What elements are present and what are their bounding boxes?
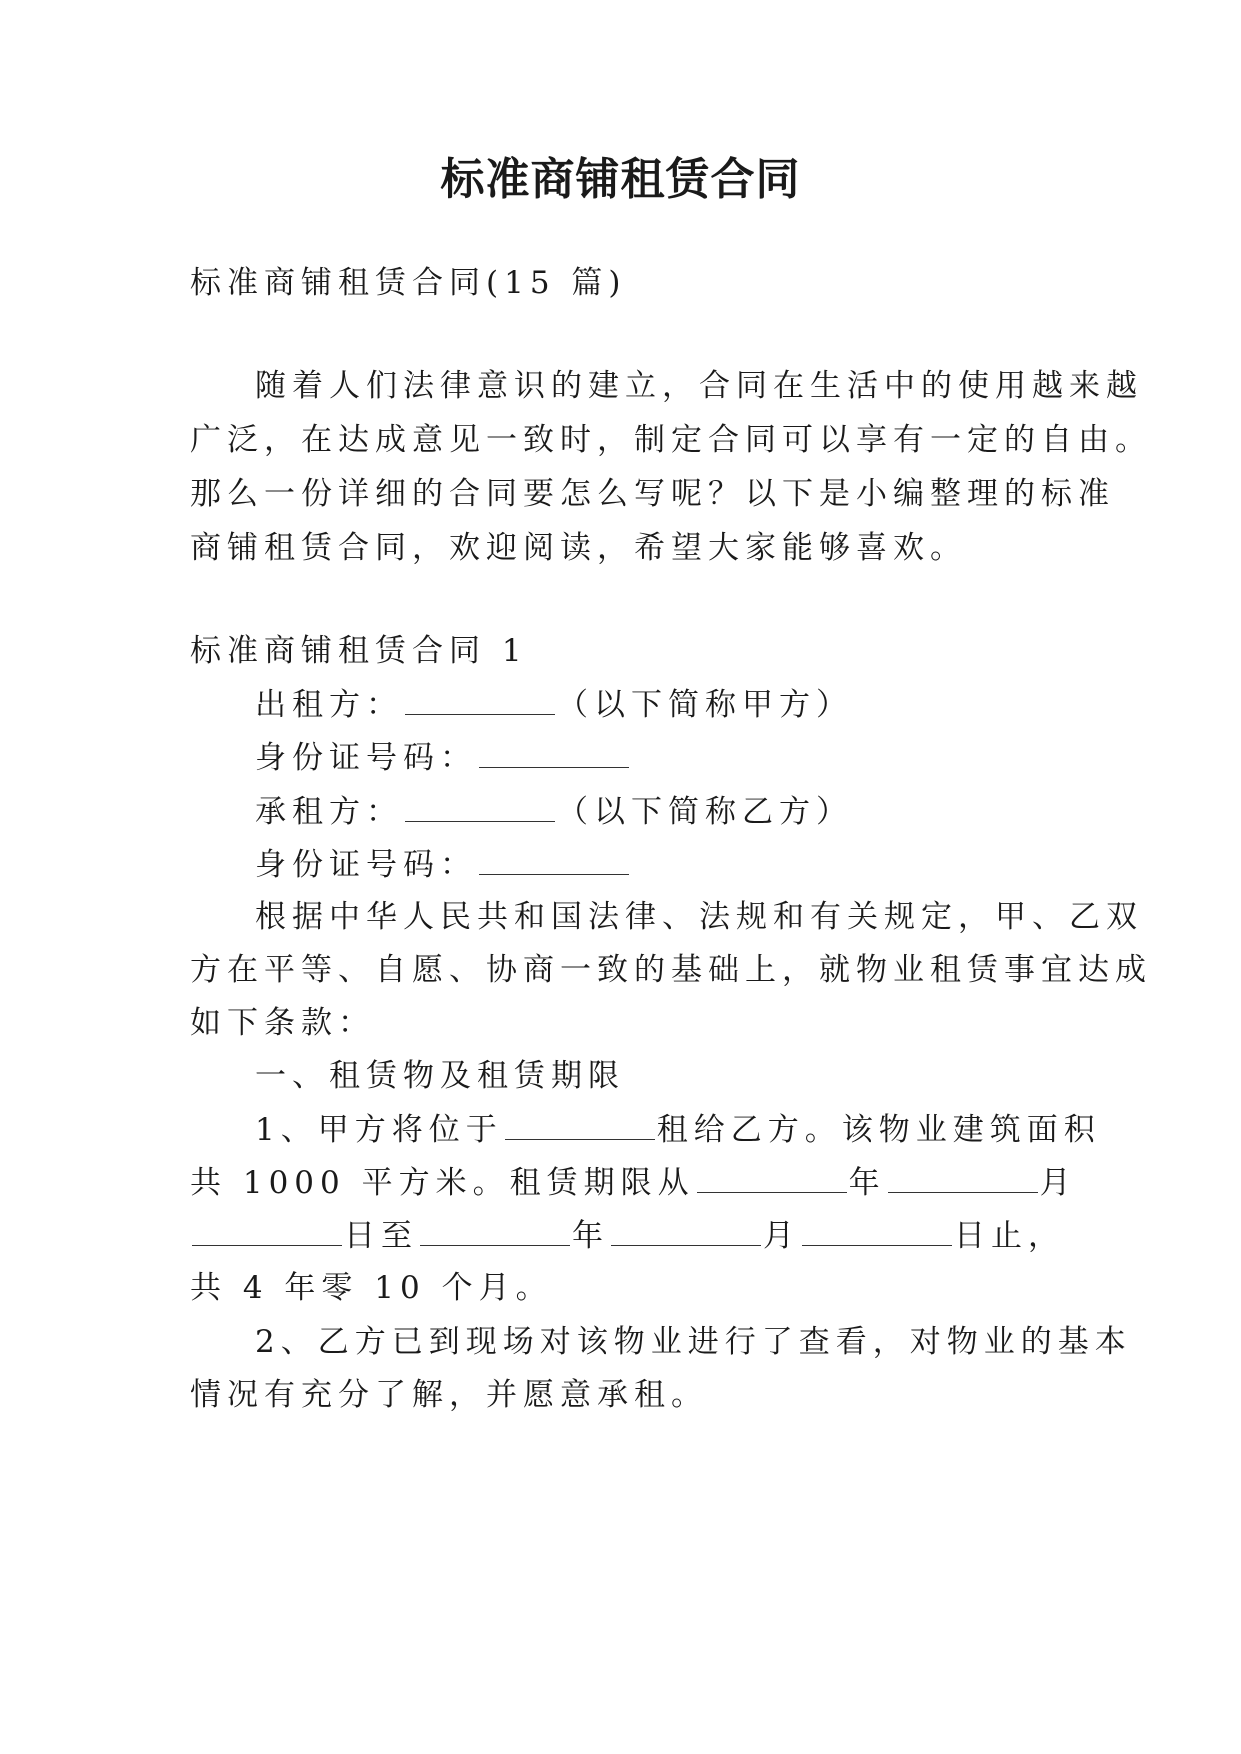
lessor-id-row xyxy=(255,737,631,778)
id-label: 身份证号码： xyxy=(255,847,477,883)
preamble-line-3: 如下条款： xyxy=(190,1005,375,1041)
preamble-line-1: 根据中华人民共和国法律、法规和有关规定，甲、乙双 xyxy=(255,899,1143,935)
preamble-line-2: 方在平等、自愿、协商一致的基础上，就物业租赁事宜达成 xyxy=(190,952,1152,988)
clause-2-line-2: 情况有充分了解，并愿意承租。 xyxy=(190,1377,708,1413)
intro-line-2: 广泛，在达成意见一致时，制定合同可以享有一定的自由。 xyxy=(190,422,1152,458)
clause-text: 月 xyxy=(1039,1165,1077,1201)
clause-text: 年 xyxy=(572,1218,609,1254)
clause-2-line-1: 2、乙方已到现场对该物业进行了查看，对物业的基本 xyxy=(255,1324,1132,1360)
lessor-suffix: （以下简称甲方） xyxy=(557,687,853,723)
document-title: 标准商铺租赁合同 xyxy=(440,154,801,205)
document-subtitle: 标准商铺租赁合同(15 篇) xyxy=(190,265,627,301)
lessee-blank xyxy=(405,791,555,822)
clause-1-line-3 xyxy=(190,1215,1065,1256)
lessor-row xyxy=(255,684,853,725)
clause-1-line-2 xyxy=(190,1162,1077,1203)
clause-text: 租给乙方。该物业建筑面积 xyxy=(656,1112,1101,1148)
end-month-blank xyxy=(611,1215,761,1246)
clause-text: 共 1000 平方米。租赁期限从 xyxy=(190,1165,695,1201)
start-day-blank xyxy=(192,1215,342,1246)
end-year-blank xyxy=(420,1215,570,1246)
lessee-suffix: （以下简称乙方） xyxy=(557,794,853,830)
clause-text: 1、甲方将位于 xyxy=(255,1112,503,1148)
start-year-blank xyxy=(697,1162,847,1193)
clause-text: 日止， xyxy=(954,1218,1065,1254)
intro-line-3: 那么一份详细的合同要怎么写呢？以下是小编整理的标准 xyxy=(190,476,1115,512)
lessee-id-blank xyxy=(479,844,629,875)
id-label: 身份证号码： xyxy=(255,740,477,776)
lessee-label: 承租方： xyxy=(255,794,403,830)
clause-text: 月 xyxy=(763,1218,800,1254)
clause-1-line-4: 共 4 年零 10 个月。 xyxy=(190,1270,553,1306)
lessee-row xyxy=(255,791,853,832)
lessee-id-row xyxy=(255,844,631,885)
clause-text: 日至 xyxy=(344,1218,418,1254)
clause-1-line-1 xyxy=(255,1109,1101,1150)
lessor-label: 出租方： xyxy=(255,687,403,723)
start-month-blank xyxy=(888,1162,1038,1193)
section-1-title: 一、租赁物及租赁期限 xyxy=(255,1058,625,1094)
intro-line-1: 随着人们法律意识的建立，合同在生活中的使用越来越 xyxy=(255,368,1143,404)
end-day-blank xyxy=(802,1215,952,1246)
location-blank xyxy=(505,1109,655,1140)
lessor-id-blank xyxy=(479,737,629,768)
contract-heading: 标准商铺租赁合同 1 xyxy=(190,633,528,669)
clause-text: 年 xyxy=(848,1165,886,1201)
lessor-blank xyxy=(405,684,555,715)
intro-line-4: 商铺租赁合同，欢迎阅读，希望大家能够喜欢。 xyxy=(190,530,967,566)
